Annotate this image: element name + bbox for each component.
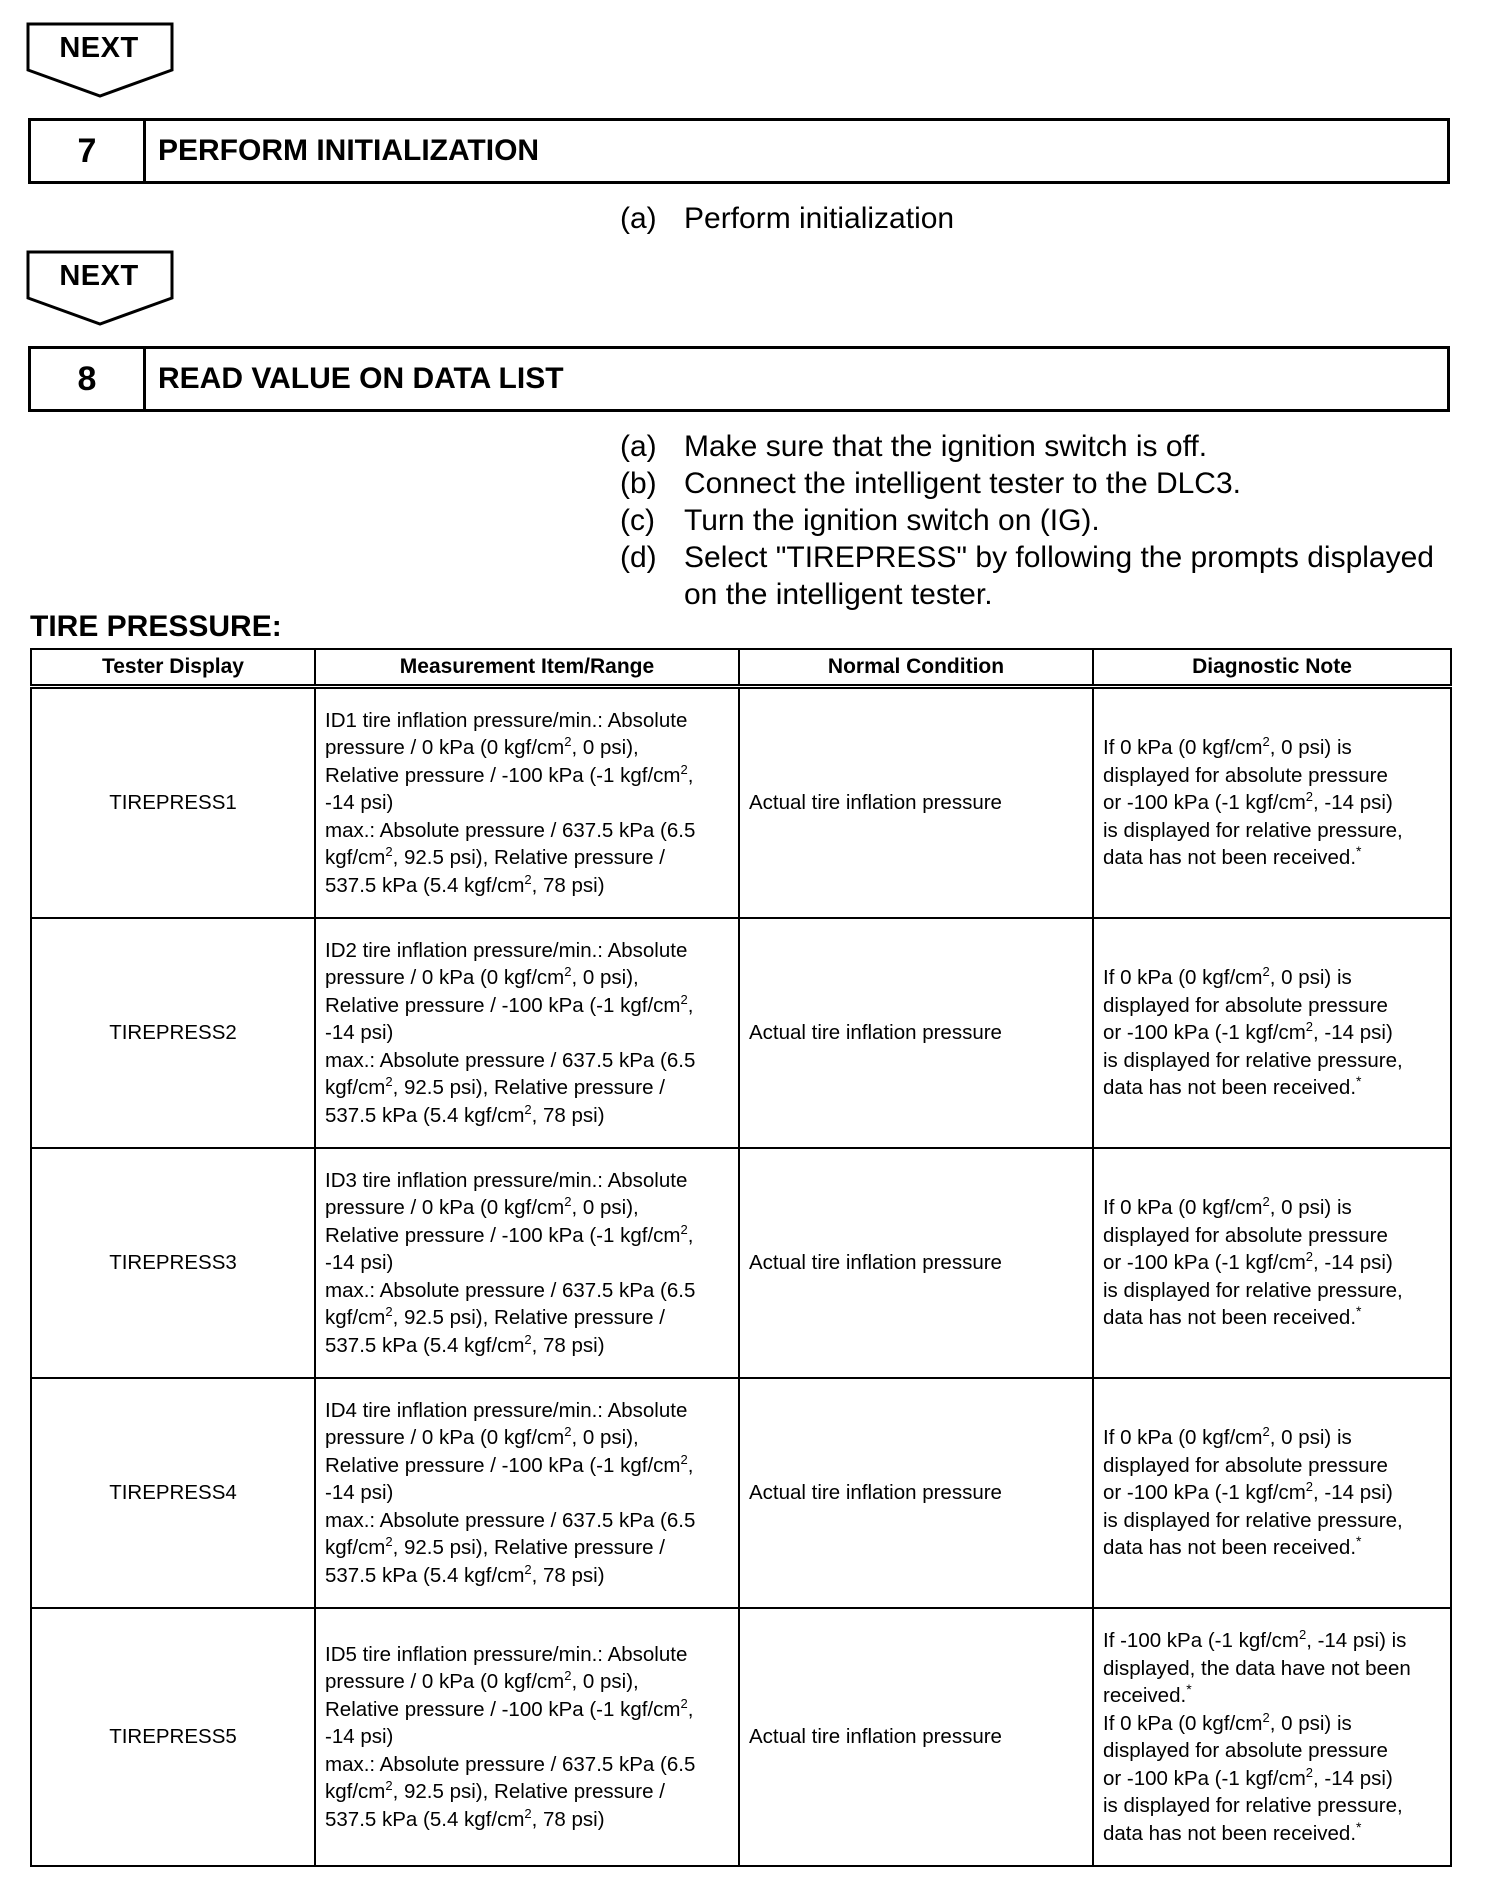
footnote-marker: *	[1356, 1818, 1362, 1835]
diagnostic-note-cell	[1093, 687, 1451, 919]
instruction-letter: (a)	[620, 430, 657, 463]
superscript: 2	[564, 1668, 572, 1684]
cell-text: kgf/cm	[325, 1780, 386, 1804]
cell-text: , 78 psi)	[531, 1807, 605, 1831]
normal-condition-cell	[739, 1148, 1093, 1378]
instruction-item	[620, 539, 1460, 613]
instruction-item	[620, 200, 1460, 237]
cell-text: ID4 tire inflation pressure/min.: Absolute	[325, 1398, 688, 1422]
instruction-letter: (b)	[620, 467, 657, 500]
normal-condition-cell	[739, 1608, 1093, 1866]
normal-condition-cell	[739, 1378, 1093, 1608]
tester-display-cell	[31, 1608, 315, 1866]
cell-text: displayed for absolute pressure	[1103, 1223, 1388, 1247]
table-row	[31, 918, 1451, 1148]
table-row	[31, 687, 1451, 919]
cell-text: If 0 kPa (0 kgf/cm	[1103, 1426, 1263, 1450]
cell-text: data has not been received.	[1103, 1536, 1357, 1560]
cell-text: If 0 kPa (0 kgf/cm	[1103, 736, 1263, 760]
cell-text: Relative pressure / -100 kPa (-1 kgf/cm	[325, 1697, 681, 1721]
cell-text: ID3 tire inflation pressure/min.: Absolute	[325, 1168, 688, 1192]
cell-text: max.: Absolute pressure / 637.5 kPa (6.5	[325, 1752, 696, 1776]
cell-text: received.	[1103, 1684, 1187, 1707]
cell-text: ,	[687, 1223, 694, 1247]
table-heading: TIRE PRESSURE:	[30, 610, 282, 643]
cell-text: kgf/cm	[325, 846, 386, 870]
superscript: 2	[524, 871, 532, 887]
tester-display: TIREPRESS5	[109, 1725, 237, 1749]
instruction-item	[620, 428, 1460, 465]
cell-text: pressure / 0 kPa (0 kgf/cm	[325, 736, 565, 760]
superscript: 2	[564, 1424, 572, 1440]
cell-text: ,	[687, 1697, 694, 1721]
step-7-box	[28, 118, 1450, 184]
cell-text: , 78 psi)	[531, 873, 605, 897]
cell-text: , 78 psi)	[531, 1563, 605, 1587]
cell-text: kgf/cm	[325, 1536, 386, 1560]
cell-text: or -100 kPa (-1 kgf/cm	[1103, 1021, 1306, 1045]
instruction-letter: (a)	[620, 202, 657, 235]
footnote-marker: *	[1356, 1303, 1362, 1320]
step-title: READ VALUE ON DATA LIST	[158, 362, 564, 395]
cell-text: -14 psi)	[325, 1481, 394, 1505]
cell-text: ,	[687, 1453, 694, 1477]
diagnostic-note-cell	[1093, 918, 1451, 1148]
cell-text: If -100 kPa (-1 kgf/cm	[1103, 1629, 1299, 1652]
footnote-marker: *	[1356, 843, 1362, 860]
cell-text: is displayed for relative pressure,	[1103, 818, 1403, 842]
cell-text: , 92.5 psi), Relative pressure /	[392, 846, 665, 870]
superscript: 2	[680, 1695, 688, 1711]
step-8-instructions	[620, 428, 1460, 613]
cell-text: ID5 tire inflation pressure/min.: Absolute	[325, 1642, 688, 1666]
cell-text: -14 psi)	[325, 1251, 394, 1275]
cell-text: is displayed for relative pressure,	[1103, 1794, 1403, 1817]
cell-text: -14 psi)	[325, 1021, 394, 1045]
cell-text: or -100 kPa (-1 kgf/cm	[1103, 791, 1306, 815]
instruction-item	[620, 465, 1460, 502]
tester-display-cell	[31, 1378, 315, 1608]
cell-text: pressure / 0 kPa (0 kgf/cm	[325, 1670, 565, 1694]
cell-text: max.: Absolute pressure / 637.5 kPa (6.5	[325, 1048, 696, 1072]
table-header-row	[31, 649, 1451, 687]
superscript: 2	[385, 1534, 393, 1550]
measurement-cell	[315, 687, 739, 919]
cell-text: displayed for absolute pressure	[1103, 1739, 1388, 1762]
tester-display: TIREPRESS1	[109, 791, 237, 815]
footnote-marker: *	[1356, 1533, 1362, 1550]
cell-text: , 0 psi),	[571, 1196, 639, 1220]
cell-text: max.: Absolute pressure / 637.5 kPa (6.5	[325, 1508, 696, 1532]
superscript: 2	[680, 1451, 688, 1467]
table-row	[31, 1378, 1451, 1608]
superscript: 2	[680, 991, 688, 1007]
cell-text: , 0 psi),	[571, 736, 639, 760]
column-header: Diagnostic Note	[1093, 649, 1451, 687]
next-label: NEXT	[59, 260, 139, 292]
next-arrow-2	[26, 250, 176, 350]
normal-condition: Actual tire inflation pressure	[749, 1481, 1002, 1505]
cell-text: kgf/cm	[325, 1306, 386, 1330]
superscript: 2	[1305, 1249, 1314, 1265]
cell-text: ,	[687, 993, 694, 1017]
instruction-letter: (d)	[620, 541, 657, 574]
cell-text: or -100 kPa (-1 kgf/cm	[1103, 1766, 1306, 1790]
instruction-text: Connect the intelligent tester to the DLC3.	[684, 467, 1241, 500]
cell-text: data has not been received.	[1103, 1306, 1357, 1330]
cell-text: pressure / 0 kPa (0 kgf/cm	[325, 1426, 565, 1450]
superscript: 2	[1262, 1424, 1270, 1440]
cell-text: , 0 psi),	[571, 966, 639, 990]
cell-text: Relative pressure / -100 kPa (-1 kgf/cm	[325, 1453, 681, 1477]
cell-text: , 92.5 psi), Relative pressure /	[392, 1076, 665, 1100]
superscript: 2	[1262, 1194, 1270, 1210]
superscript: 2	[680, 761, 688, 777]
cell-text: max.: Absolute pressure / 637.5 kPa (6.5	[325, 1278, 696, 1302]
cell-text: , -14 psi)	[1313, 1481, 1393, 1505]
cell-text: , -14 psi)	[1313, 1021, 1393, 1045]
normal-condition-cell	[739, 687, 1093, 919]
cell-text: 537.5 kPa (5.4 kgf/cm	[325, 1807, 525, 1831]
cell-text: data has not been received.	[1103, 1076, 1357, 1100]
superscript: 2	[564, 964, 572, 980]
instruction-letter: (c)	[620, 504, 655, 537]
instruction-text: Turn the ignition switch on (IG).	[684, 504, 1100, 537]
cell-text: , -14 psi)	[1313, 791, 1393, 815]
tester-display-cell	[31, 918, 315, 1148]
column-header: Measurement Item/Range	[315, 649, 739, 687]
normal-condition: Actual tire inflation pressure	[749, 1251, 1002, 1275]
superscript: 2	[385, 844, 393, 860]
step-8-box	[28, 346, 1450, 412]
measurement-cell	[315, 1608, 739, 1866]
superscript: 2	[564, 734, 572, 750]
measurement-cell	[315, 1378, 739, 1608]
cell-text: Relative pressure / -100 kPa (-1 kgf/cm	[325, 1223, 681, 1247]
instruction-text: Select "TIREPRESS" by following the prompts displayed on the intelligent tester.	[684, 541, 1434, 611]
cell-text: or -100 kPa (-1 kgf/cm	[1103, 1251, 1306, 1275]
superscript: 2	[1262, 964, 1270, 980]
instruction-text: Perform initialization	[684, 202, 955, 235]
step-number: 7	[31, 121, 146, 181]
superscript: 2	[524, 1101, 532, 1117]
cell-text: ID1 tire inflation pressure/min.: Absolute	[325, 708, 688, 732]
cell-text: displayed for absolute pressure	[1103, 993, 1388, 1017]
step-7-instructions	[620, 200, 1460, 237]
cell-text: , 0 psi),	[571, 1670, 639, 1694]
tester-display: TIREPRESS4	[109, 1481, 237, 1505]
tester-display: TIREPRESS3	[109, 1251, 237, 1275]
cell-text: , -14 psi) is	[1306, 1629, 1407, 1652]
cell-text: If 0 kPa (0 kgf/cm	[1103, 1196, 1263, 1220]
footnote-marker: *	[1356, 1073, 1362, 1090]
instruction-text: Make sure that the ignition switch is off.	[684, 430, 1208, 463]
step-number: 8	[31, 349, 146, 409]
superscript: 2	[385, 1304, 393, 1320]
superscript: 2	[680, 1221, 688, 1237]
diagnostic-note-cell	[1093, 1148, 1451, 1378]
cell-text: pressure / 0 kPa (0 kgf/cm	[325, 966, 565, 990]
cell-text: is displayed for relative pressure,	[1103, 1048, 1403, 1072]
cell-text: is displayed for relative pressure,	[1103, 1508, 1403, 1532]
cell-text: , 0 psi) is	[1269, 1196, 1352, 1220]
cell-text: -14 psi)	[325, 791, 394, 815]
superscript: 2	[1262, 1709, 1270, 1725]
superscript: 2	[524, 1561, 532, 1577]
cell-text: 537.5 kPa (5.4 kgf/cm	[325, 1563, 525, 1587]
next-arrow-1	[26, 22, 176, 122]
superscript: 2	[1262, 734, 1270, 750]
cell-text: , 0 psi) is	[1269, 966, 1352, 990]
cell-text: , 0 psi) is	[1269, 736, 1352, 760]
cell-text: data has not been received.	[1103, 846, 1357, 870]
cell-text: is displayed for relative pressure,	[1103, 1278, 1403, 1302]
cell-text: Relative pressure / -100 kPa (-1 kgf/cm	[325, 993, 681, 1017]
normal-condition: Actual tire inflation pressure	[749, 1021, 1002, 1045]
footnote-marker: *	[1186, 1681, 1192, 1698]
cell-text: displayed for absolute pressure	[1103, 1453, 1388, 1477]
diagnostic-note-cell	[1093, 1608, 1451, 1866]
cell-text: , -14 psi)	[1313, 1251, 1393, 1275]
cell-text: , 92.5 psi), Relative pressure /	[392, 1536, 665, 1560]
tester-display: TIREPRESS2	[109, 1021, 237, 1045]
cell-text: ,	[687, 763, 694, 787]
cell-text: kgf/cm	[325, 1076, 386, 1100]
cell-text: or -100 kPa (-1 kgf/cm	[1103, 1481, 1306, 1505]
cell-text: 537.5 kPa (5.4 kgf/cm	[325, 1103, 525, 1127]
superscript: 2	[1298, 1627, 1307, 1643]
tire-pressure-table	[30, 648, 1452, 1867]
step-title: PERFORM INITIALIZATION	[158, 134, 540, 167]
superscript: 2	[385, 1074, 393, 1090]
cell-text: displayed for absolute pressure	[1103, 763, 1388, 787]
cell-text: pressure / 0 kPa (0 kgf/cm	[325, 1196, 565, 1220]
instruction-item	[620, 502, 1460, 539]
cell-text: If 0 kPa (0 kgf/cm	[1103, 1711, 1263, 1735]
normal-condition: Actual tire inflation pressure	[749, 791, 1002, 815]
column-header: Tester Display	[31, 649, 315, 687]
normal-condition-cell	[739, 918, 1093, 1148]
cell-text: Relative pressure / -100 kPa (-1 kgf/cm	[325, 763, 681, 787]
superscript: 2	[564, 1194, 572, 1210]
cell-text: 537.5 kPa (5.4 kgf/cm	[325, 1333, 525, 1357]
diagnostic-note-cell	[1093, 1378, 1451, 1608]
cell-text: If 0 kPa (0 kgf/cm	[1103, 966, 1263, 990]
superscript: 2	[1305, 1764, 1314, 1780]
tester-display-cell	[31, 687, 315, 919]
tester-display-cell	[31, 1148, 315, 1378]
cell-text: max.: Absolute pressure / 637.5 kPa (6.5	[325, 818, 696, 842]
superscript: 2	[385, 1778, 393, 1794]
cell-text: , -14 psi)	[1313, 1766, 1393, 1790]
superscript: 2	[1305, 1479, 1314, 1495]
table-row	[31, 1148, 1451, 1378]
cell-text: , 92.5 psi), Relative pressure /	[392, 1306, 665, 1330]
next-label: NEXT	[59, 32, 139, 64]
cell-text: 537.5 kPa (5.4 kgf/cm	[325, 873, 525, 897]
cell-text: ID2 tire inflation pressure/min.: Absolute	[325, 938, 688, 962]
table-row	[31, 1608, 1451, 1866]
cell-text: , 78 psi)	[531, 1103, 605, 1127]
cell-text: , 0 psi) is	[1269, 1711, 1352, 1735]
normal-condition: Actual tire inflation pressure	[749, 1725, 1002, 1749]
cell-text: data has not been received.	[1103, 1821, 1357, 1845]
cell-text: -14 psi)	[325, 1725, 394, 1749]
superscript: 2	[524, 1805, 532, 1821]
cell-text: , 0 psi),	[571, 1426, 639, 1450]
cell-text: displayed, the data have not been	[1103, 1656, 1411, 1680]
column-header: Normal Condition	[739, 649, 1093, 687]
cell-text: , 78 psi)	[531, 1333, 605, 1357]
cell-text: , 92.5 psi), Relative pressure /	[392, 1780, 665, 1804]
measurement-cell	[315, 1148, 739, 1378]
measurement-cell	[315, 918, 739, 1148]
superscript: 2	[524, 1331, 532, 1347]
superscript: 2	[1305, 1019, 1314, 1035]
superscript: 2	[1305, 789, 1314, 805]
cell-text: , 0 psi) is	[1269, 1426, 1352, 1450]
